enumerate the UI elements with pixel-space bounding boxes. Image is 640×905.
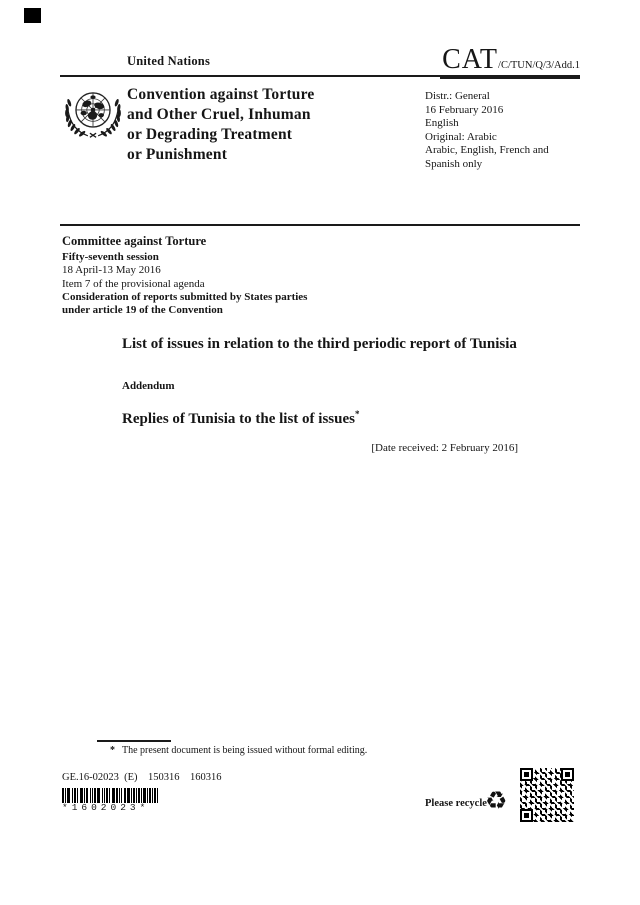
session-name: Fifty-seventh session	[62, 251, 159, 264]
distr-line: Distr.: General	[425, 90, 490, 102]
distr-languages-note: Spanish only	[425, 157, 483, 170]
scan-corner-mark	[24, 8, 41, 23]
qr-finder-top-left	[520, 768, 533, 781]
convention-title-line: Convention against Torture	[127, 86, 315, 103]
qr-finder-top-right	[561, 768, 574, 781]
agenda-item: Item 7 of the provisional agenda	[62, 277, 205, 290]
section-divider	[60, 224, 580, 226]
convention-title-line: and Other Cruel, Inhuman	[127, 106, 311, 123]
footnote	[110, 745, 367, 756]
convention-title	[127, 85, 315, 165]
agenda-title-line: under article 19 of the Convention	[62, 304, 223, 317]
replies-title-text: Replies of Tunisia to the list of issues	[122, 411, 355, 427]
distr-original: Original: Arabic	[425, 130, 497, 143]
session-block	[62, 235, 307, 317]
document-symbol	[442, 44, 580, 76]
qr-code-icon	[518, 766, 576, 824]
header-divider-thick-segment	[440, 77, 580, 79]
agenda-title-line: Consideration of reports submitted by States parties	[62, 290, 308, 303]
addendum-label: Addendum	[122, 380, 175, 392]
distr-languages-note: Arabic, English, French and	[425, 144, 549, 156]
distribution-block	[425, 90, 549, 171]
recycle-label: Please recycle	[425, 798, 487, 809]
document-symbol-suffix: /C/TUN/Q/3/Add.1	[498, 60, 580, 71]
org-name: United Nations	[127, 54, 211, 68]
qr-finder-bottom-left	[520, 809, 533, 822]
convention-title-line: or Degrading Treatment	[127, 126, 293, 143]
footnote-divider	[97, 740, 171, 742]
committee-name: Committee against Torture	[62, 234, 207, 248]
footnote-reference-marker: *	[354, 409, 360, 419]
distr-date: 16 February 2016	[425, 103, 504, 116]
barcode-text: *1602023*	[62, 802, 150, 813]
date-received: [Date received: 2 February 2016]	[371, 442, 518, 454]
footnote-text: The present document is being issued without formal editing.	[122, 745, 368, 756]
footnote-marker: *	[110, 745, 115, 756]
recycle-icon: ♻	[485, 786, 508, 815]
barcode-icon	[62, 788, 159, 803]
document-symbol-main: CAT	[442, 44, 499, 75]
session-dates: 18 April-13 May 2016	[62, 264, 161, 277]
un-emblem-icon	[61, 84, 125, 138]
convention-title-line: or Punishment	[127, 146, 228, 163]
distr-language: English	[425, 117, 459, 129]
replies-title	[122, 409, 359, 428]
document-code: GE.16-02023 (E) 150316 160316	[62, 772, 222, 783]
report-title: List of issues in relation to the third periodic report of Tunisia	[122, 336, 517, 352]
